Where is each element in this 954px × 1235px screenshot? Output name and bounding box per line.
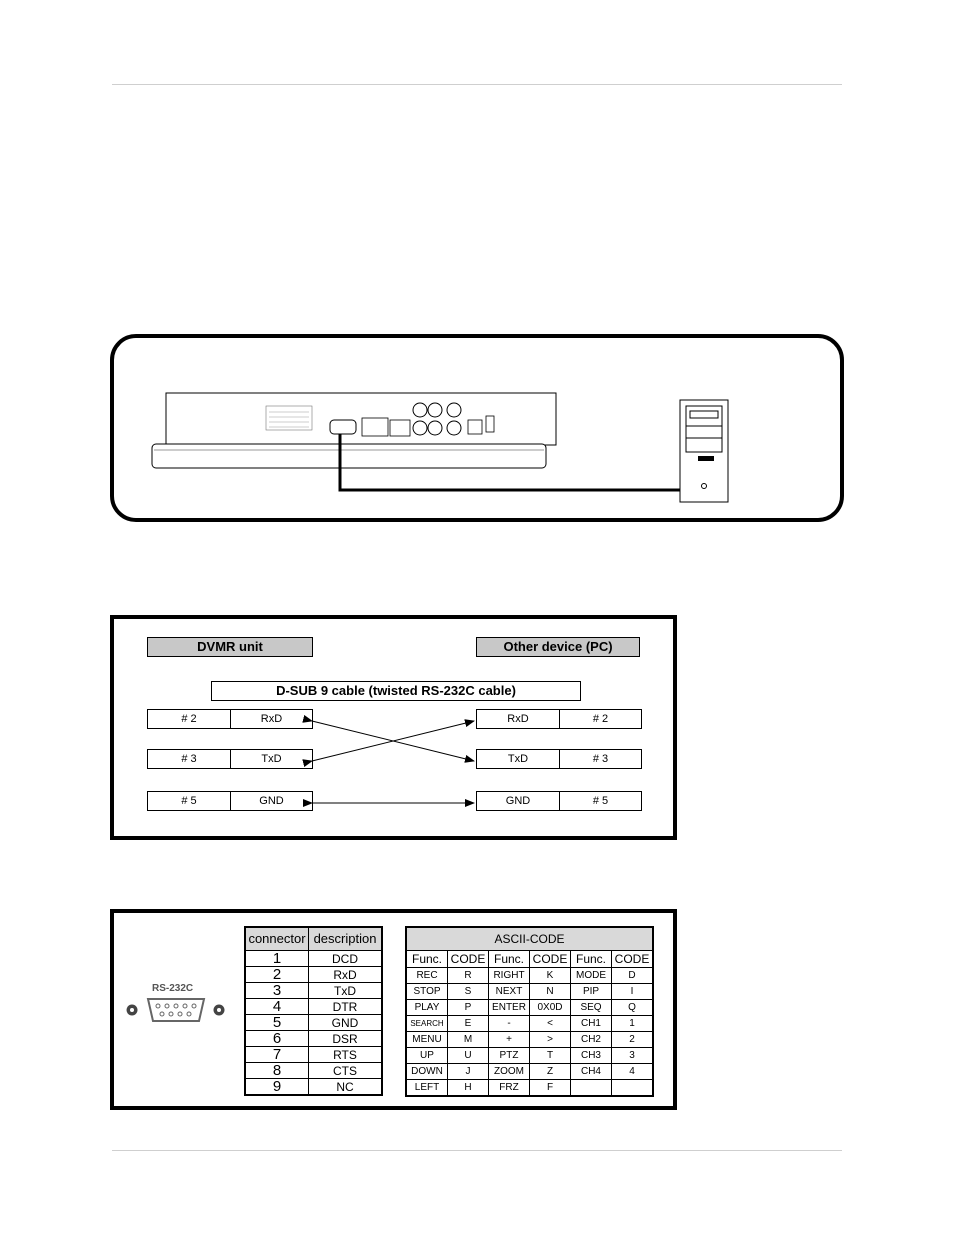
- signal-cell: GND: [505, 795, 531, 807]
- code-cell: M: [448, 1032, 489, 1048]
- func-cell: SEQ: [571, 1000, 612, 1016]
- func-cell: STOP: [406, 984, 448, 1000]
- code-cell: I: [612, 984, 654, 1000]
- table-row: [245, 1063, 382, 1079]
- description-cell: DCD: [309, 951, 383, 967]
- func-cell: LEFT: [406, 1080, 448, 1097]
- description-cell: RxD: [309, 967, 383, 983]
- ascii-subheader-row: [406, 951, 653, 968]
- code-cell: K: [530, 968, 571, 984]
- dvr-to-pc-illustration: [114, 338, 840, 518]
- cable-title: D-SUB 9 cable (twisted RS-232C cable): [211, 681, 581, 701]
- signal-cell: GND: [230, 792, 312, 810]
- description-cell: GND: [309, 1015, 383, 1031]
- table-row: [245, 1047, 382, 1063]
- header-rule: [112, 84, 842, 85]
- code-cell: >: [530, 1032, 571, 1048]
- serial-port-icon: [330, 420, 356, 434]
- func-cell: FRZ: [489, 1080, 530, 1097]
- signal-cell: RxD: [230, 710, 312, 728]
- code-cell: [612, 1080, 654, 1097]
- table-row: [245, 951, 382, 967]
- other-device-header: Other device (PC): [476, 637, 640, 657]
- dvr-front-bezel: [152, 444, 546, 468]
- code-cell: Z: [530, 1064, 571, 1080]
- pin-cell: # 2: [559, 710, 641, 728]
- connector-cell: 3: [245, 983, 309, 999]
- code-cell: N: [530, 984, 571, 1000]
- connector-cell: 9: [245, 1079, 309, 1096]
- code-cell: 4: [612, 1064, 654, 1080]
- code-cell: U: [448, 1048, 489, 1064]
- connector-cell: 7: [245, 1047, 309, 1063]
- connector-cell: 2: [245, 967, 309, 983]
- table-row: [406, 1048, 653, 1064]
- func-cell: NEXT: [489, 984, 530, 1000]
- func-cell: ZOOM: [489, 1064, 530, 1080]
- func-header: Func.: [571, 951, 612, 968]
- code-cell: Q: [612, 1000, 654, 1016]
- signal-cell: RxD: [507, 713, 529, 725]
- code-cell: E: [448, 1016, 489, 1032]
- wiring-illustration-panel: [110, 334, 844, 522]
- code-cell: R: [448, 968, 489, 984]
- pin-cell: # 3: [559, 750, 641, 768]
- code-header: CODE: [612, 951, 654, 968]
- code-cell: <: [530, 1016, 571, 1032]
- table-row: [245, 967, 382, 983]
- func-cell: MENU: [406, 1032, 448, 1048]
- connector-cell: 6: [245, 1031, 309, 1047]
- table-row: [406, 1080, 653, 1097]
- func-cell: CH3: [571, 1048, 612, 1064]
- connector-cell: 4: [245, 999, 309, 1015]
- code-cell: 3: [612, 1048, 654, 1064]
- func-cell: REC: [406, 968, 448, 984]
- func-cell: RIGHT: [489, 968, 530, 984]
- signal-cell: TxD: [507, 753, 529, 765]
- crossover-arrows: [114, 619, 673, 836]
- func-cell: SEARCH: [406, 1016, 448, 1032]
- description-cell: DTR: [309, 999, 383, 1015]
- footer-rule: [112, 1150, 842, 1151]
- table-row: [406, 1064, 653, 1080]
- connector-header: connector: [245, 927, 309, 951]
- table-row: [406, 1016, 653, 1032]
- func-cell: CH4: [571, 1064, 612, 1080]
- signal-cell: TxD: [230, 750, 312, 768]
- table-row: [245, 1015, 382, 1031]
- func-cell: +: [489, 1032, 530, 1048]
- func-cell: CH1: [571, 1016, 612, 1032]
- cable-wiring-panel: [110, 615, 677, 840]
- pin-cell: # 5: [559, 792, 641, 810]
- func-cell: MODE: [571, 968, 612, 984]
- func-cell: CH2: [571, 1032, 612, 1048]
- connector-cell: 5: [245, 1015, 309, 1031]
- description-cell: RTS: [309, 1047, 383, 1063]
- dvmr-unit-header: DVMR unit: [147, 637, 313, 657]
- code-header: CODE: [530, 951, 571, 968]
- code-header: CODE: [448, 951, 489, 968]
- code-cell: F: [530, 1080, 571, 1097]
- code-cell: T: [530, 1048, 571, 1064]
- connector-cell: 1: [245, 951, 309, 967]
- pin-cell: # 3: [181, 753, 197, 765]
- table-row: [406, 1032, 653, 1048]
- func-cell: UP: [406, 1048, 448, 1064]
- code-cell: P: [448, 1000, 489, 1016]
- func-cell: -: [489, 1016, 530, 1032]
- code-cell: 1: [612, 1016, 654, 1032]
- rs232c-label: RS-232C: [152, 983, 194, 994]
- pin-cell: # 2: [181, 713, 197, 725]
- code-cell: 0X0D: [530, 1000, 571, 1016]
- code-cell: S: [448, 984, 489, 1000]
- code-cell: H: [448, 1080, 489, 1097]
- pin-cell: # 5: [181, 795, 197, 807]
- description-header: description: [309, 927, 383, 951]
- dvr-rear-panel: [166, 393, 556, 445]
- ascii-code-title: ASCII-CODE: [406, 927, 653, 951]
- pinout-panel: [110, 909, 677, 1110]
- table-row: [245, 983, 382, 999]
- func-cell: [571, 1080, 612, 1097]
- func-cell: ENTER: [489, 1000, 530, 1016]
- db9-connector-icon: [124, 993, 234, 1033]
- func-header: Func.: [489, 951, 530, 968]
- code-cell: 2: [612, 1032, 654, 1048]
- table-row: [406, 984, 653, 1000]
- power-port-icon: [362, 418, 388, 436]
- table-row: [406, 968, 653, 984]
- ethernet-port-icon: [390, 420, 410, 436]
- connector-pin-table: [244, 926, 383, 1096]
- code-cell: D: [612, 968, 654, 984]
- description-cell: NC: [309, 1079, 383, 1096]
- table-row: [245, 1031, 382, 1047]
- func-cell: PIP: [571, 984, 612, 1000]
- table-row: [245, 1079, 382, 1096]
- code-cell: J: [448, 1064, 489, 1080]
- description-cell: DSR: [309, 1031, 383, 1047]
- function-label-plate: [266, 406, 312, 430]
- ascii-code-table: [405, 926, 654, 1097]
- connector-cell: 8: [245, 1063, 309, 1079]
- func-cell: DOWN: [406, 1064, 448, 1080]
- table-row: [245, 999, 382, 1015]
- table-row: [406, 1000, 653, 1016]
- func-cell: PTZ: [489, 1048, 530, 1064]
- description-cell: CTS: [309, 1063, 383, 1079]
- func-cell: PLAY: [406, 1000, 448, 1016]
- description-cell: TxD: [309, 983, 383, 999]
- func-header: Func.: [406, 951, 448, 968]
